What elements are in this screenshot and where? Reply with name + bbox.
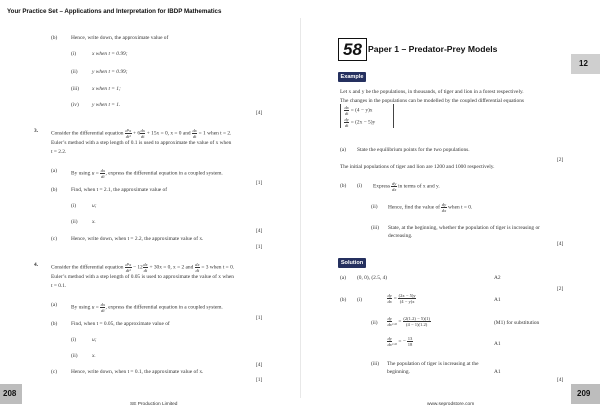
equation: $\frac{dy}{dt}$ = (2x − 5)y [344, 117, 376, 128]
answer-text: $\frac{dy}{dx}$ $_{t=0}$ = $\frac{(2(1.2) - 5)(1)}{(4 - 1)(1.2)}$ [387, 316, 431, 327]
question-text: Consider the differential equation $\frac{\text{d²x}}{\text{dt²}}$ − 12 $\frac{dx}{dt}$ + 30x = 0, x = 2 and $\frac{dx}{dt}$ = 3 when t = 0. [51, 262, 235, 273]
sub-text: x when t = 1; [92, 86, 121, 92]
sub-num: (i) [357, 183, 363, 189]
sub-num: (ii) [71, 219, 78, 225]
mark: [2] [557, 157, 564, 163]
sub-text: x when t = 0.99; [92, 51, 128, 57]
question-text: Euler’s method with a step length of 0.05 is used to approximate the value of x when [51, 274, 234, 280]
equation-system [340, 104, 394, 128]
part-text: Hence, write down, the approximate value of [71, 35, 169, 41]
sub-num: (i) [71, 203, 77, 209]
equation: $\frac{dx}{dt}$ = (4 − y)x [344, 105, 373, 116]
mark: [1] [256, 315, 263, 321]
sub-text: u; [92, 337, 97, 343]
mark-code: A1 [494, 369, 501, 375]
part-text: By using u = $\frac{dx}{dt}$ , express the differential equation in a coupled system. [71, 302, 223, 313]
part-text: Hence, write down, when t = 2.2, the approximate value of x. [71, 236, 204, 242]
part-label: (b) [51, 35, 58, 41]
part-text: By using u = $\frac{dx}{dt}$ , express the differential equation in a coupled system. [71, 168, 223, 179]
sub-text: u; [92, 203, 97, 209]
solution-label: Solution [338, 258, 366, 268]
sub-num: (ii) [71, 353, 78, 359]
sub-num: (i) [71, 337, 77, 343]
chapter-title: Paper 1 – Predator-Prey Models [368, 44, 498, 54]
question-text: Consider the differential equation $\frac{\text{d²x}}{\text{dt²}}$ + 6 $\frac{dx}{dt}$ + 15x = 0, x = 0 and $\frac{dx}{dt}$ = 1 when t = 2. [51, 128, 232, 139]
mark-code: A1 [494, 341, 501, 347]
chapter-side-tab-label: 12 [579, 59, 588, 68]
part-label: (c) [51, 369, 57, 375]
question-number: 3. [34, 128, 39, 134]
mark: [4] [256, 362, 263, 368]
part-text: Hence, write down, when t = 0.1, the approximate value of x. [71, 369, 204, 375]
publisher-footer: SE Production Limited [130, 402, 178, 407]
question-text: t = 0.1. [51, 283, 67, 289]
sub-text: State, at the beginning, whether the population of tiger is increasing or [388, 225, 540, 231]
sub-num: (ii) [371, 204, 378, 210]
left-page-number-badge [0, 384, 22, 404]
part-label: (c) [51, 236, 57, 242]
chapter-number-box: 58 [338, 38, 367, 61]
sub-num: (iii) [371, 225, 380, 231]
answer-text: $\frac{dy}{dx}$ = $\frac{(2x - 5)y}{(4 - y)x}$ [387, 293, 416, 304]
part-label: (b) [340, 297, 347, 303]
mark: [4] [557, 377, 564, 383]
sub-text: x. [92, 353, 96, 359]
mark-code: (M1) for substitution [494, 320, 540, 326]
mark-code: A2 [494, 275, 501, 281]
answer-text: (0, 0), (2.5, 4) [357, 275, 388, 281]
example-text: The initial populations of tiger and lion are 1200 and 1000 respectively. [340, 164, 495, 170]
question-text: t = 2.2. [51, 149, 67, 155]
part-label: (b) [340, 183, 347, 189]
part-label: (a) [340, 275, 346, 281]
second-derivative-fraction: $\frac{\text{d²x}}{\text{dt²}}$ [125, 262, 132, 273]
example-label: Example [338, 72, 366, 82]
derivative-fraction: $\frac{dx}{dt}$ [195, 262, 200, 273]
derivative-fraction: $\frac{dx}{dt}$ [143, 262, 148, 273]
sub-num: (iii) [71, 86, 80, 92]
chapter-side-tab [571, 54, 600, 74]
mark: [4] [256, 228, 263, 234]
example-text: Let x and y be the populations, in thousands, of tiger and lion in a forest respectively. [340, 89, 524, 95]
sub-text: x. [92, 219, 96, 225]
sub-text: Express $\frac{dy}{dx}$ in terms of x and y. [373, 181, 440, 192]
mark: [2] [557, 286, 564, 292]
example-text: The changes in the populations can be modelled by the coupled differential equations [340, 98, 525, 104]
answer-text: $\frac{dy}{dx}$ $_{t=0}$ = − $\frac{13}{18}$ [387, 336, 413, 347]
left-page-number: 208 [3, 389, 17, 398]
sub-num: (iv) [71, 102, 79, 108]
sub-num: (ii) [71, 69, 78, 75]
mark: [1] [256, 244, 263, 250]
derivative-fraction: $\frac{dx}{dt}$ [140, 128, 145, 139]
part-label: (b) [51, 321, 58, 327]
sub-text: y when t = 1. [92, 102, 121, 108]
answer-text: beginning. [387, 369, 410, 375]
right-page-number: 209 [577, 389, 591, 398]
website-footer: www.seprodstore.com [427, 402, 475, 407]
part-label: (a) [340, 147, 346, 153]
question-text: Euler’s method with a step length of 0.1 is used to approximate the value of x when [51, 140, 232, 146]
mark: [1] [256, 180, 263, 186]
question-number: 4. [34, 262, 39, 268]
running-header: Your Practice Set – Applications and Interpretation for IBDP Mathematics [7, 8, 222, 15]
part-label: (b) [51, 187, 58, 193]
part-text: Find, when t = 0.05, the approximate value of [71, 321, 170, 327]
sub-text: decreasing. [388, 233, 413, 239]
sub-num: (iii) [371, 361, 380, 367]
mark: [4] [256, 110, 263, 116]
second-derivative-fraction: $\frac{\text{d²x}}{\text{dt²}}$ [125, 128, 132, 139]
mark: [4] [557, 241, 564, 247]
mark: [1] [256, 377, 263, 383]
part-label: (a) [51, 168, 57, 174]
sub-num: (i) [71, 51, 77, 57]
sub-num: (i) [357, 297, 363, 303]
mark-code: A1 [494, 297, 501, 303]
part-label: (a) [51, 302, 57, 308]
part-text: State the equilibrium points for the two populations. [357, 147, 470, 153]
answer-text: The population of tiger is increasing at the [387, 361, 479, 367]
derivative-fraction: $\frac{dx}{dt}$ [192, 128, 197, 139]
right-page-number-badge [571, 384, 600, 404]
sub-text: Hence, find the value of $\frac{dy}{dx}$ when t = 0. [388, 202, 473, 213]
page-gutter [300, 18, 301, 398]
sub-num: (ii) [371, 320, 378, 326]
part-text: Find, when t = 2.1, the approximate value of [71, 187, 168, 193]
sub-text: y when t = 0.99; [92, 69, 128, 75]
